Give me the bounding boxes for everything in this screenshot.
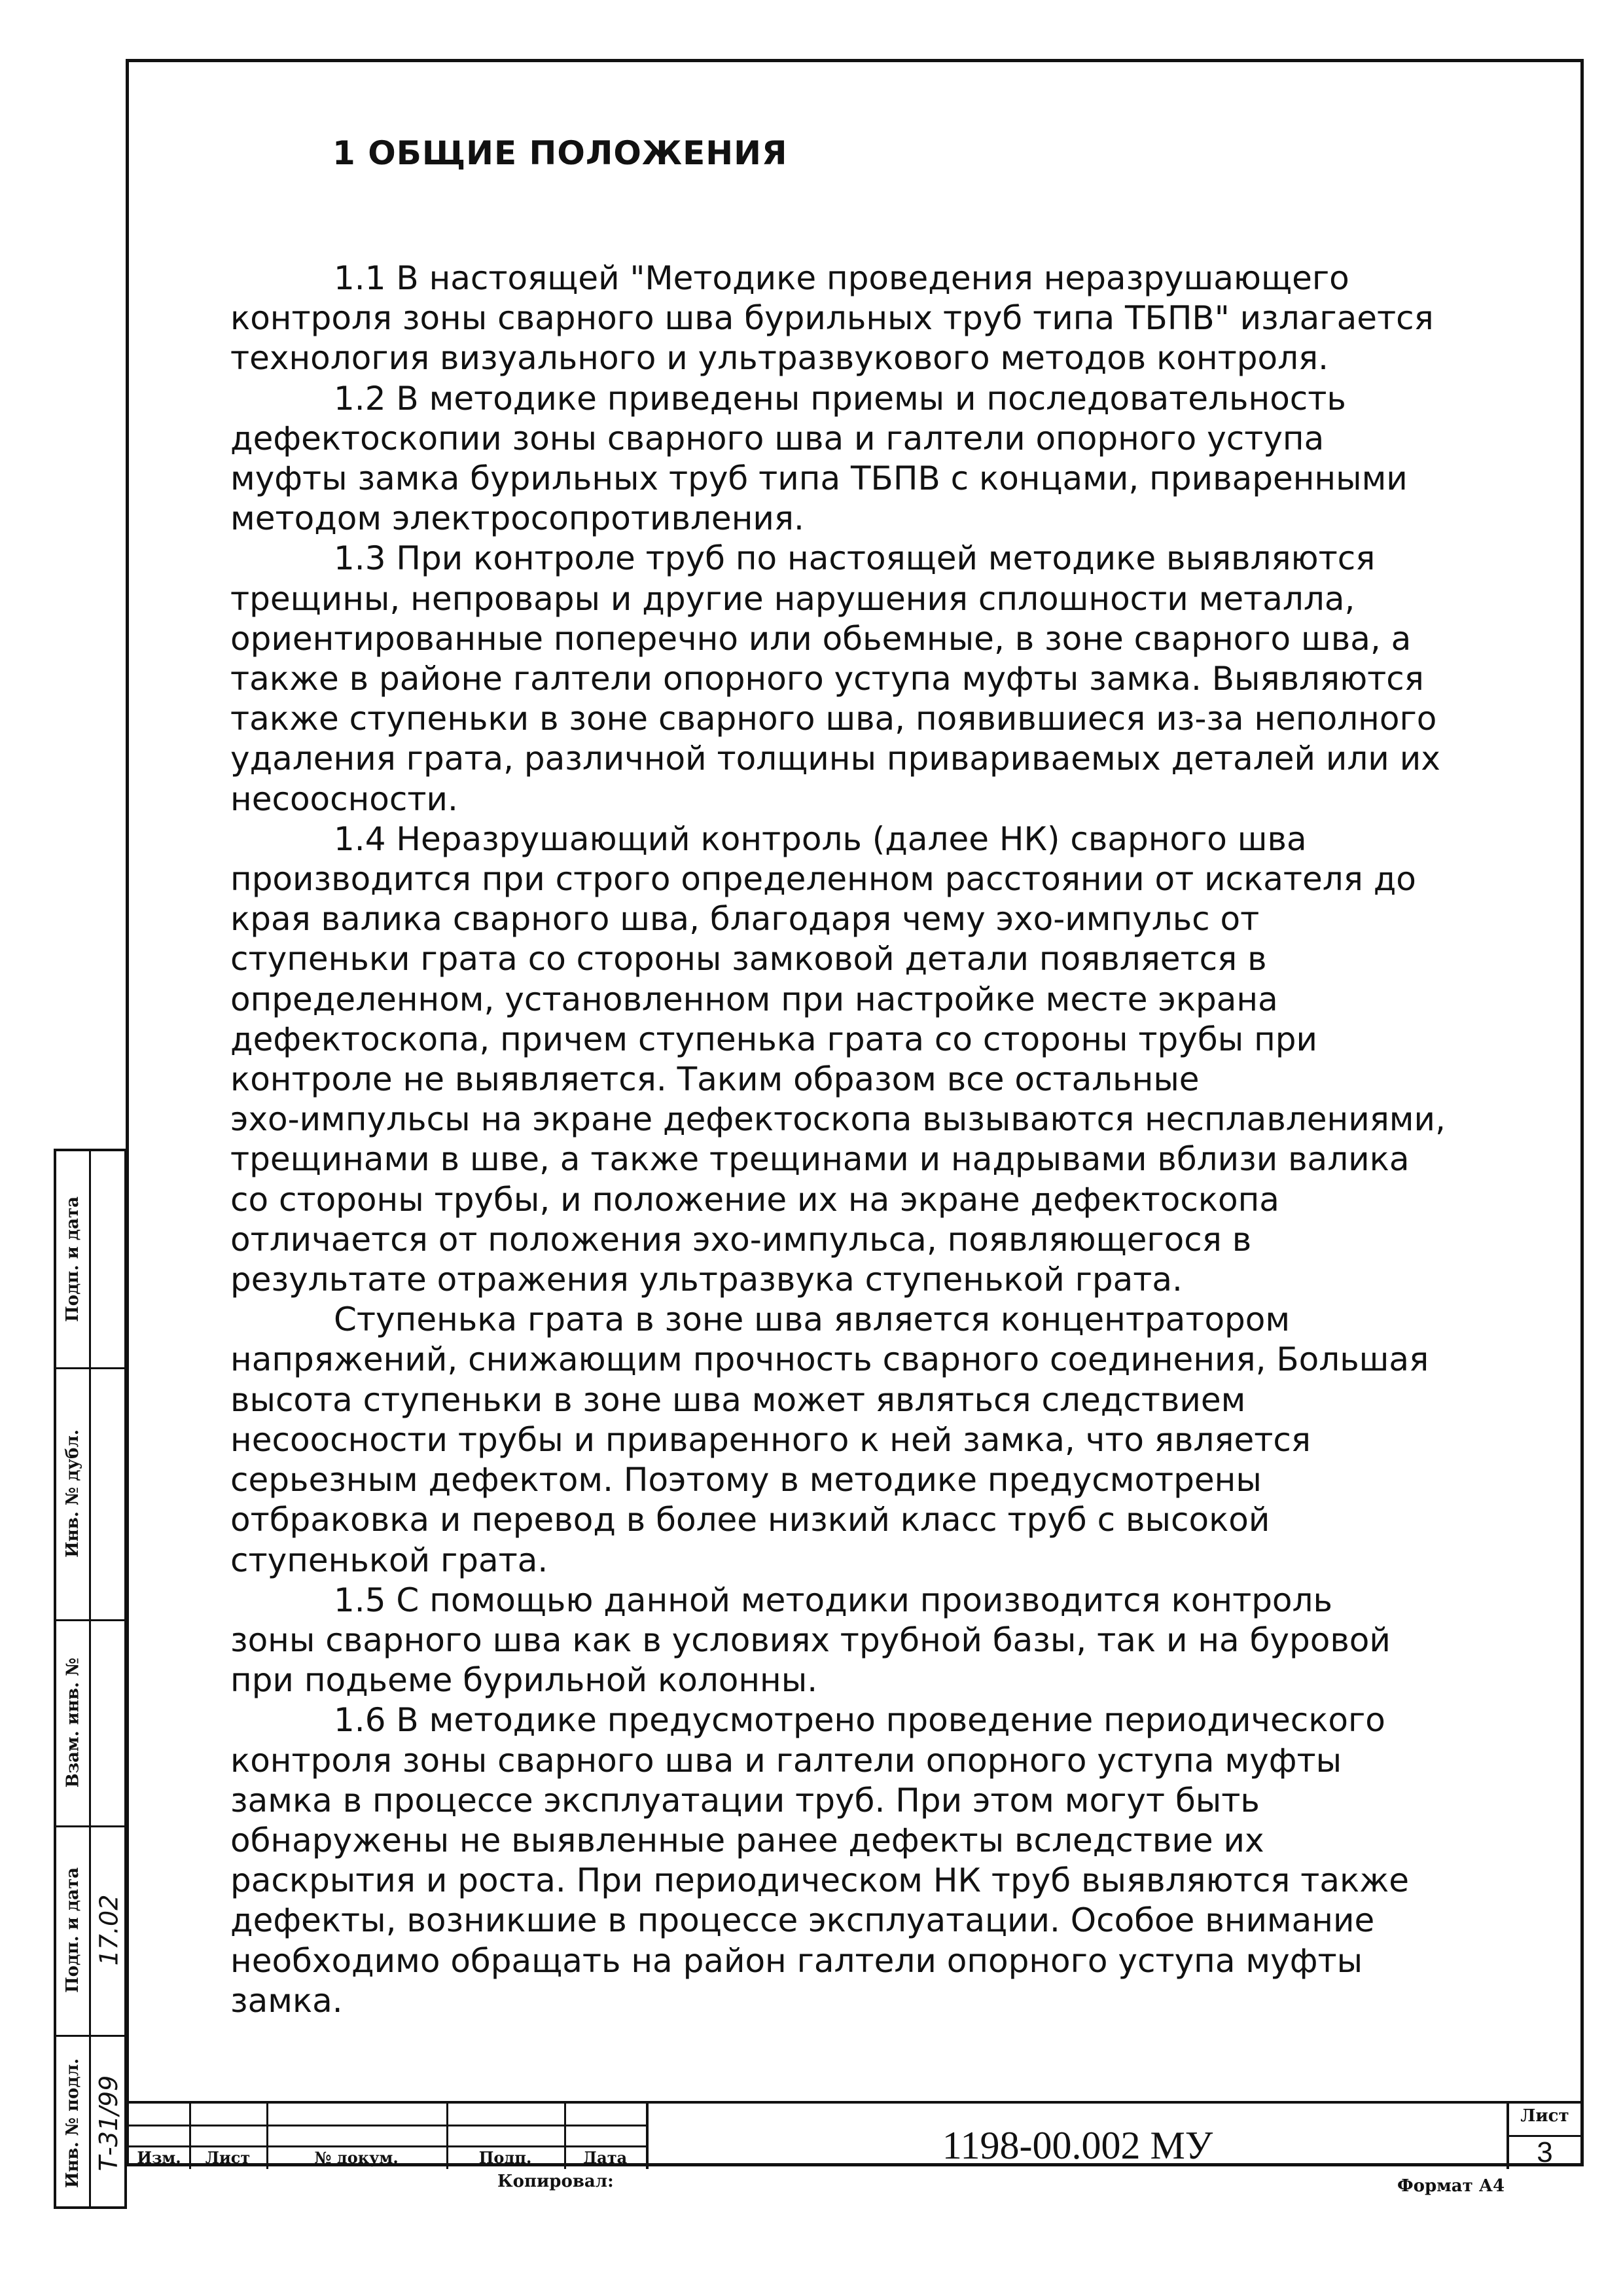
- strip-label-sign-date-2: Подп. и дата: [63, 1196, 83, 1322]
- paper-format-label: Формат А4: [1397, 2176, 1505, 2196]
- copied-by-label: Копировал:: [497, 2172, 614, 2191]
- table-divider: [129, 2145, 646, 2147]
- paragraph-1-6: 1.6 В методике предусмотрено проведение периодического контроля зоны сварного шва и галтели опорного уступа муфты замка в процессе эксплуатации труб. При этом могут быть обнаружены не выявленные ранее дефекты вследствие их раскрытия и роста. При периодическом НК труб выявляются также дефекты, возникшие в процессе эксплуатации. Особое внимание необходимо обращать на район галтели опорного уступа муфты замка.: [230, 1701, 1410, 2020]
- sheet-number: 3: [1537, 2136, 1553, 2168]
- designation-cell: [646, 2104, 1507, 2169]
- paragraph-weld-step: Ступенька грата в зоне шва является концентратором напряжений, снижающим прочность сварного соединения, Большая высота ступеньки в зоне шва может являться следствием несоосности трубы и приваренного к ней замка, что является серьезным дефектом. Поэтому в методике предусмотрены отбраковка и перевод в более низкий класс труб с высокой ступенькой грата.: [230, 1300, 1429, 1579]
- paragraph-1-4: 1.4 Неразрушающий контроль (далее НК) сварного шва производится при строго определенном расстоянии от искателя до края валика сварного шва, благодаря чему эхо-импульс от ступеньки грата со стороны замковой детали появляется в определенном, установленном при настройке месте экрана дефектоскопа, причем ступенька грата со стороны трубы при контроле не выявляется. Таким образом все остальные эхо-импульсы на экране дефектоскопа вызываются несплавлениями, трещинами в шве, а также трещинами и надрывами вблизи валика со стороны трубы, и положение их на экране дефектоскопа отличается от положения эхо-импульса, появляющегося в результате отражения ультразвука ступенькой грата.: [230, 819, 1446, 1299]
- handwritten-inventory-number: Т-31/99: [94, 2075, 124, 2172]
- column-label-sheet: Лист: [205, 2148, 251, 2167]
- sheet-cell: [1507, 2104, 1580, 2169]
- revision-table: [129, 2104, 646, 2169]
- document-designation: 1198-00.002 МУ: [942, 2124, 1213, 2167]
- sheet-label: Лист: [1509, 2106, 1580, 2137]
- column-label-change: Изм.: [137, 2148, 181, 2167]
- paragraph-1-1: 1.1 В настоящей "Методике проведения неразрушающего контроля зоны сварного шва бурильных труб типа ТБПВ" излагается технология визуального и ультразвукового методов контроля.: [230, 259, 1434, 378]
- body-text: [230, 259, 1454, 2021]
- binding-strip: [54, 1149, 127, 2209]
- column-label-signature: Подп.: [478, 2148, 532, 2167]
- column-label-date: Дата: [582, 2148, 628, 2167]
- strip-label-inv-dup: Инв. № дубл.: [63, 1429, 82, 1558]
- paragraph-1-2: 1.2 В методике приведены приемы и последовательность дефектоскопии зоны сварного шва и галтели опорного уступа муфты замка бурильных труб типа ТБПВ с концами, приваренными методом электросопротивления.: [230, 379, 1408, 538]
- strip-label-replace-inv: Взам. инв. №: [63, 1657, 83, 1787]
- strip-label-inv-orig: Инв. № подл.: [63, 2058, 83, 2189]
- strip-label-sign-date-1: Подп. и дата: [63, 1867, 83, 1993]
- handwritten-date: 17.02: [94, 1894, 124, 1966]
- title-block: [129, 2101, 1580, 2166]
- column-label-doc-number: № докум.: [314, 2148, 399, 2167]
- table-divider: [129, 2125, 646, 2126]
- paragraph-1-3: 1.3 При контроле труб по настоящей методике выявляются трещины, непровары и другие нарушения сплошности металла, ориентированные поперечно или обьемные, в зоне сварного шва, а также в районе галтели опорного уступа муфты замка. Выявляются также ступеньки в зоне сварного шва, появившиеся из-за неполного удаления грата, различной толщины привариваемых деталей или их несоосности.: [230, 539, 1440, 818]
- paragraph-1-5: 1.5 С помощью данной методики производится контроль зоны сварного шва как в условиях трубной базы, так и на буровой при подьеме бурильной колонны.: [230, 1581, 1391, 1700]
- section-heading: 1 ОБЩИЕ ПОЛОЖЕНИЯ: [332, 134, 788, 172]
